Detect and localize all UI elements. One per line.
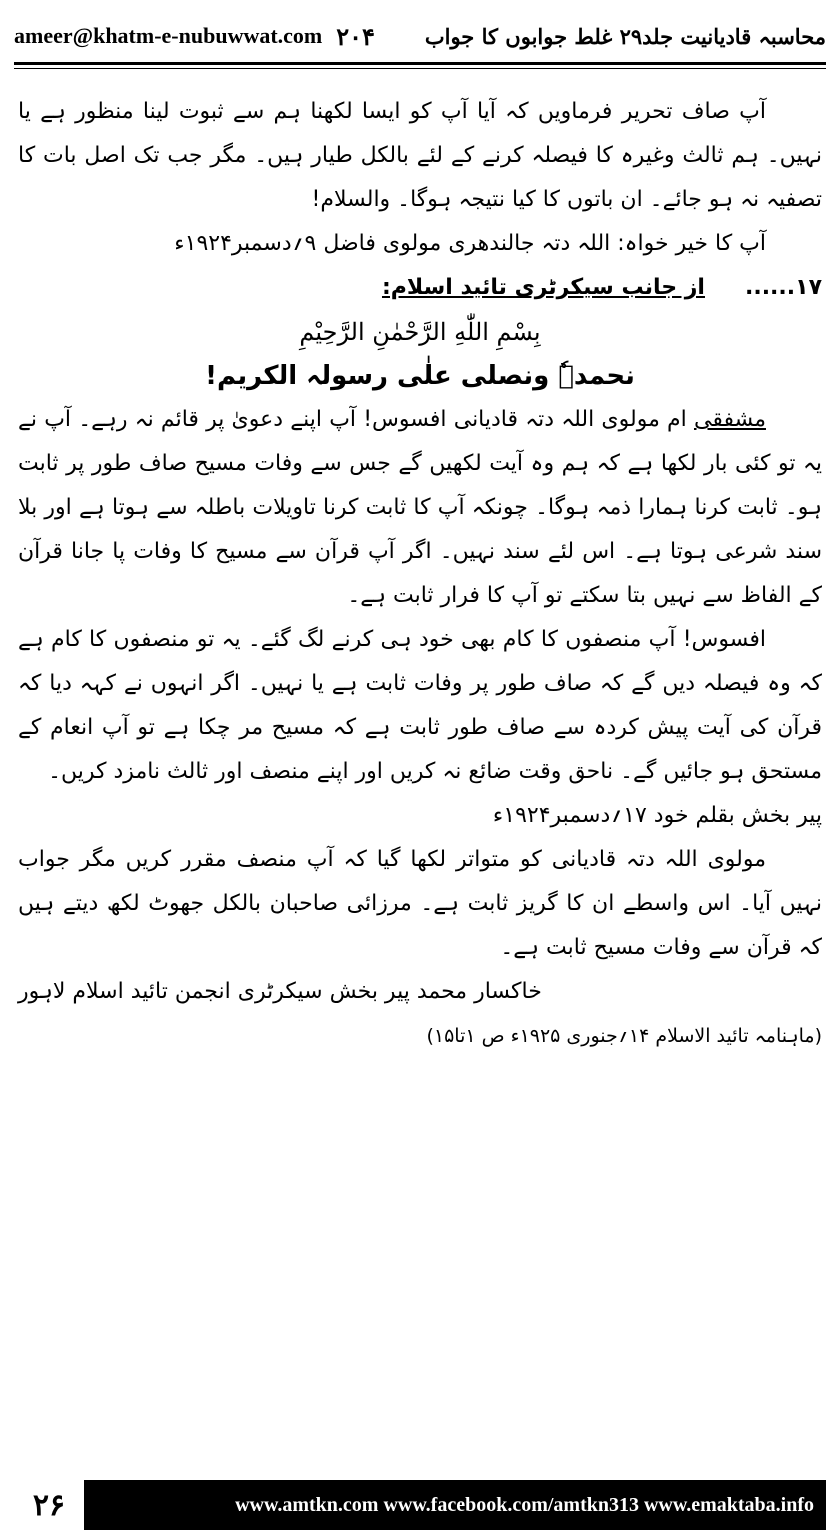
page-header bbox=[14, 14, 826, 58]
hamd-salutation: نحمدہٗ ونصلی علٰی رسولہ الکریم! bbox=[205, 361, 635, 391]
paragraph-2-text: ام مولوی اللہ دتہ قادیانی افسوس! آپ اپنے دعویٰ پر قائم نہ رہے۔ آپ نے یہ تو کئی بار لکھا ہے کہ ہم وہ آیت لکھیں گے جس سے وفات مسیح صاف طور پر ثابت ہو۔ ثابت کرنا ہمارا ذمہ ہوگا۔ چونکہ آپ کا ثابت کرنا تاویلات باطلہ سے ہوتا ہے اور بلا سند شرعی ہوتا ہے۔ اس لئے سند نہیں۔ اگر آپ قرآن سے مسیح کا وفات پا جانا قرآن کے الفاظ سے نہیں بتا سکتے تو آپ کا فرار ثابت ہے۔ bbox=[18, 407, 822, 608]
header-page-number: ۲۰۴ bbox=[336, 21, 375, 51]
header-rule-thick bbox=[14, 62, 826, 65]
header-rule-thin bbox=[14, 68, 826, 69]
bismillah: بِسْمِ اللّٰهِ الرَّحْمٰنِ الرَّحِيْمِ bbox=[299, 318, 541, 346]
header-left bbox=[14, 22, 375, 51]
section-heading: از جانب سیکرٹری تائید اسلام: bbox=[381, 275, 705, 300]
paragraph-2 bbox=[18, 398, 822, 618]
signature-pir-bakhsh: پیر بخش بقلم خود ۱۷؍دسمبر۱۹۲۴ء bbox=[492, 803, 822, 828]
signature-secretary: خاکسار محمد پیر بخش سیکرٹری انجمن تائید اسلام لاہور bbox=[18, 979, 542, 1004]
page-body bbox=[18, 90, 822, 1058]
paragraph-2-lead: مشفقی bbox=[693, 407, 766, 432]
signature-allah-ditta: آپ کا خیر خواہ: اللہ دتہ جالندھری مولوی فاضل ۹؍دسمبر۱۹۲۴ء bbox=[174, 231, 766, 256]
citation: (ماہنامہ تائید الاسلام ۱۴؍جنوری ۱۹۲۵ء ص ۱تا۱۵) bbox=[426, 1025, 822, 1047]
footer-websites[interactable]: www.amtkn.com www.facebook.com/amtkn313 www.emaktaba.info bbox=[84, 1480, 826, 1530]
page-footer bbox=[14, 1480, 826, 1530]
section-header bbox=[18, 266, 822, 310]
header-book-title: محاسبہ قادیانیت جلد۲۹ غلط جوابوں کا جواب bbox=[424, 23, 826, 49]
paragraph-1: آپ صاف تحریر فرماویں کہ آیا آپ کو ایسا لکھنا ہم سے ثبوت لینا منظور ہے یا نہیں۔ ہم ثالث وغیرہ کا فیصلہ کرنے کے لئے بالکل طیار ہیں۔ مگر جب تک اصل بات کا تصفیہ نہ ہو جائے۔ ان باتوں کا کیا نتیجہ ہوگا۔ والسلام! bbox=[18, 99, 822, 212]
paragraph-4: مولوی اللہ دتہ قادیانی کو متواتر لکھا گیا کہ آپ منصف مقرر کریں مگر جواب نہیں آیا۔ اس واسطے ان کا گریز ثابت ہے۔ مرزائی صاحبان بالکل جھوٹ لکھ دیتے ہیں کہ قرآن سے وفات مسیح ثابت ہے۔ bbox=[18, 847, 822, 960]
paragraph-3: افسوس! آپ منصفوں کا کام بھی خود ہی کرنے لگ گئے۔ یہ تو منصفوں کا کام ہے کہ وہ فیصلہ دیں گے کہ صاف طور پر وفات ثابت ہے یا نہیں۔ اگر انہوں نے کہہ دیا کہ قرآن کی آیت پیش کردہ سے صاف طور ثابت ہے کہ مسیح مر چکا ہے تو آپ انعام کے مستحق ہو جائیں گے۔ ناحق وقت ضائع نہ کریں اور اپنے منصف اور ثالث نامزد کریں۔ bbox=[18, 627, 822, 784]
header-email[interactable]: ameer@khatm-e-nubuwwat.com bbox=[14, 23, 323, 48]
footer-page-number: ۲۶ bbox=[32, 1487, 66, 1523]
section-number: ۱۷...... bbox=[744, 275, 822, 300]
